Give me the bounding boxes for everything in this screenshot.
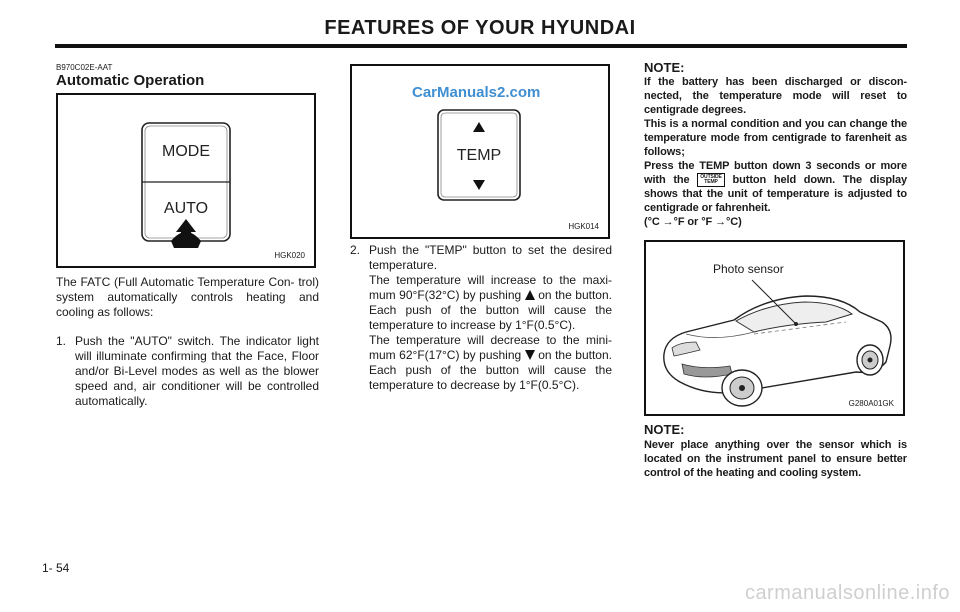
figure-code: HGK020 [274, 251, 305, 260]
figure-mode-auto [56, 93, 316, 268]
mode-auto-illustration [58, 95, 314, 266]
note-2-title: NOTE: [644, 422, 685, 437]
increase-text-b: on the button. Each push of the button will cause the temperature to increase by 1°F(0.5°C). [369, 288, 612, 332]
note-1-title: NOTE: [644, 60, 685, 75]
figure-photo-sensor [644, 240, 905, 416]
note-1-p3-start: Press the TEMP button down 3 seconds or more with the [644, 160, 907, 186]
section-code: B970C02E-AAT [56, 63, 113, 72]
front-wheel [722, 370, 762, 406]
note-1-paragraph-2: This is a normal condition and you can change the temperature mode from centigrade to farenheit as follows; [644, 118, 907, 158]
list-number: 2. [350, 243, 361, 257]
auto-button-label: AUTO [163, 200, 209, 217]
footer-watermark: carmanualsonline.info [744, 582, 950, 604]
intro-paragraph: The FATC (Full Automatic Temperature Con- trol) system automatically controls heating and cooling as follows: [56, 275, 319, 319]
note-1-p3-end: button held down. The display shows that the unit of temperature is adjusted to centigrade or fahrenheit. [644, 174, 907, 215]
down-arrow-icon [525, 350, 535, 360]
list-number: 1. [56, 334, 67, 348]
increase-text-a: The temperature will increase to the maxi- mum 90°F(32°C) by pushing [369, 273, 612, 302]
section-title: Automatic Operation [56, 72, 205, 89]
outside-temp-button-bottom: TEMP [704, 179, 718, 186]
note-2-body: Never place anything over the sensor which is located on the instrument panel to ensure better control of the heating and cooling system. [644, 439, 907, 479]
page-header-title: FEATURES OF YOUR HYUNDAI [324, 17, 636, 39]
decrease-text-a: The temperature will decrease to the mini- mum 62°F(17°C) by pushing [369, 333, 612, 362]
figure-code: HGK014 [568, 222, 599, 231]
list-item-2 [350, 243, 612, 393]
watermark-carmanuals: CarManuals2.com [412, 84, 541, 101]
note-1-paragraph-1: If the battery has been discharged or discon- nected, the temperature mode will reset to centigrade degrees. [644, 76, 907, 116]
up-arrow-icon [525, 290, 535, 300]
rear-wheel [857, 345, 883, 375]
outside-temp-button-icon [697, 173, 725, 187]
mode-button-label: MODE [162, 143, 210, 160]
note-1-paragraph-3 [644, 159, 907, 215]
item2-increase [369, 273, 612, 333]
photo-sensor-dot [794, 322, 798, 326]
item2-line1: Push the "TEMP" button to set the desired temperature. [369, 243, 612, 272]
outside-temp-button-top: OUTSIDE [700, 174, 722, 181]
page-number: 1- 54 [42, 561, 70, 575]
figure-code: G280A01GK [848, 399, 894, 408]
list-item-text [350, 243, 612, 393]
item2-decrease [369, 333, 612, 393]
header-rule [55, 44, 907, 48]
note-1-paragraph-4: (°C →°F or °F →°C) [644, 216, 742, 229]
photo-sensor-label: Photo sensor [713, 262, 784, 276]
list-item-text: Push the "AUTO" switch. The indicator light will illuminate confirming that the Face, Floor and/or Bi-Level modes as well as the blower speed and, air conditioner will be controlled automatically. [75, 334, 319, 408]
temp-button-label: TEMP [456, 147, 502, 164]
note-1-body [644, 75, 907, 229]
decrease-text-b: on the button. Each push of the button will cause the temperature to decrease by 1°F(0.5°C). [369, 348, 612, 392]
list-item-1 [56, 334, 319, 409]
